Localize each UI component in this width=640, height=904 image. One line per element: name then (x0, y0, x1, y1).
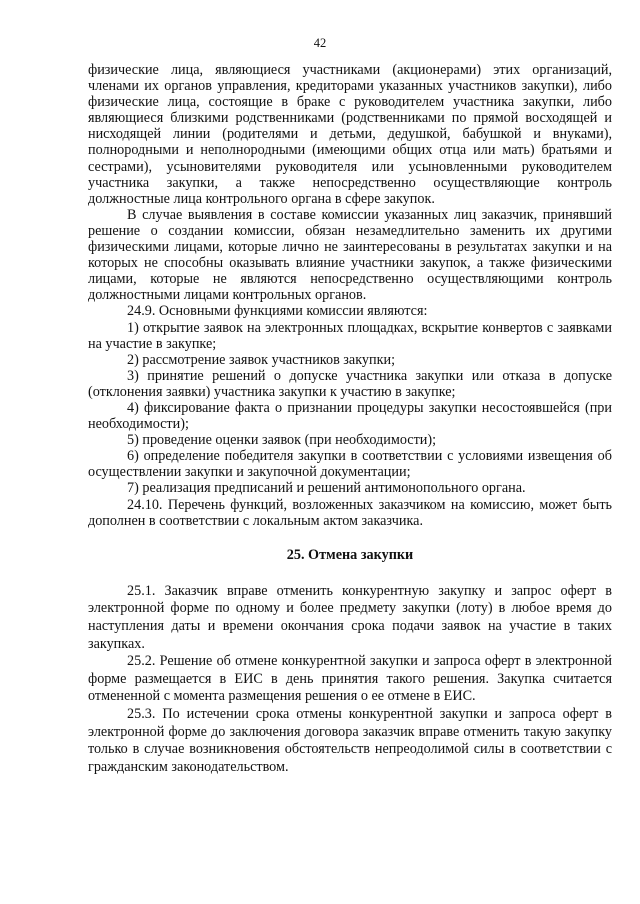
list-item: 4) фиксирование факта о признании процедуры закупки несостоявшейся (при необходимости); (88, 399, 612, 433)
paragraph: 25.3. По истечении срока отмены конкурентной закупки и запроса оферт в электронной форме до заключения договора заказчик вправе отменить такую закупку только в случае возникновения обстоятельств непреодолимой силы в соответствии с гражданским законодательством. (88, 705, 612, 775)
paragraph: В случае выявления в составе комиссии указанных лиц заказчик, принявший решение о создании комиссии, обязан незамедлительно заменить их другими физическими лицами, которые лично не заинтересованы в результатах закупки и на которых не способны оказывать влияние участники закупок, а также физическими лицами, которые не являются непосредственно осуществляющими контроль должностными лицами контрольных органов. (88, 206, 612, 304)
list-item: 3) принятие решений о допуске участника закупки или отказа в допуске (отклонения заявки) участника закупки к участию в закупке; (88, 367, 612, 400)
list-item: 1) открытие заявок на электронных площадках, вскрытие конвертов с заявками на участие в закупке; (88, 319, 612, 352)
list-intro: 24.9. Основными функциями комиссии являются: (127, 303, 428, 320)
list-item: 6) определение победителя закупки в соответствии с условиями извещения об осуществлении закупки и закупочной документации; (88, 448, 612, 481)
page-number: 42 (313, 36, 327, 50)
list-item: 2) рассмотрение заявок участников закупки; (127, 351, 396, 368)
list-item: 7) реализация предписаний и решений антимонопольного органа. (127, 480, 526, 497)
paragraph: 24.10. Перечень функций, возложенных заказчиком на комиссию, может быть дополнен в соответствии с локальным актом заказчика. (88, 496, 612, 529)
paragraph: 25.1. Заказчик вправе отменить конкурентную закупку и запрос оферт в электронной форме по одному и более предмету закупки (лоту) в любое время до наступления даты и времени окончания срока подачи заявок на участие в таких закупках. (88, 582, 612, 652)
document-body (88, 62, 612, 776)
section-heading: 25. Отмена закупки (286, 546, 414, 563)
section-body (88, 583, 612, 777)
paragraph: физические лица, являющиеся участниками (акционерами) этих организаций, членами их органов управления, кредиторами указанных участников закупки), либо физические лица, состоящие в браке с руководителем участника закупки, либо являющиеся близкими родственниками (родственниками по прямой восходящей и нисходящей линии (родителями и детьми, дедушкой, бабушкой и внуками), полнородными и неполнородными (имеющими общих отца или мать) братьями и сестрами), усыновителями руководителя или усыновленными руководителем участника закупки, а также непосредственно осуществляющие контроль должностные лица контрольного органа в сфере закупок. (88, 62, 612, 207)
paragraph: 25.2. Решение об отмене конкурентной закупки и запроса оферт в электронной форме размещается в ЕИС в день принятия такого решения. Закупка считается отмененной с момента размещения решения о ее отмене в ЕИС. (88, 653, 612, 705)
list-item: 5) проведение оценки заявок (при необходимости); (127, 432, 437, 449)
